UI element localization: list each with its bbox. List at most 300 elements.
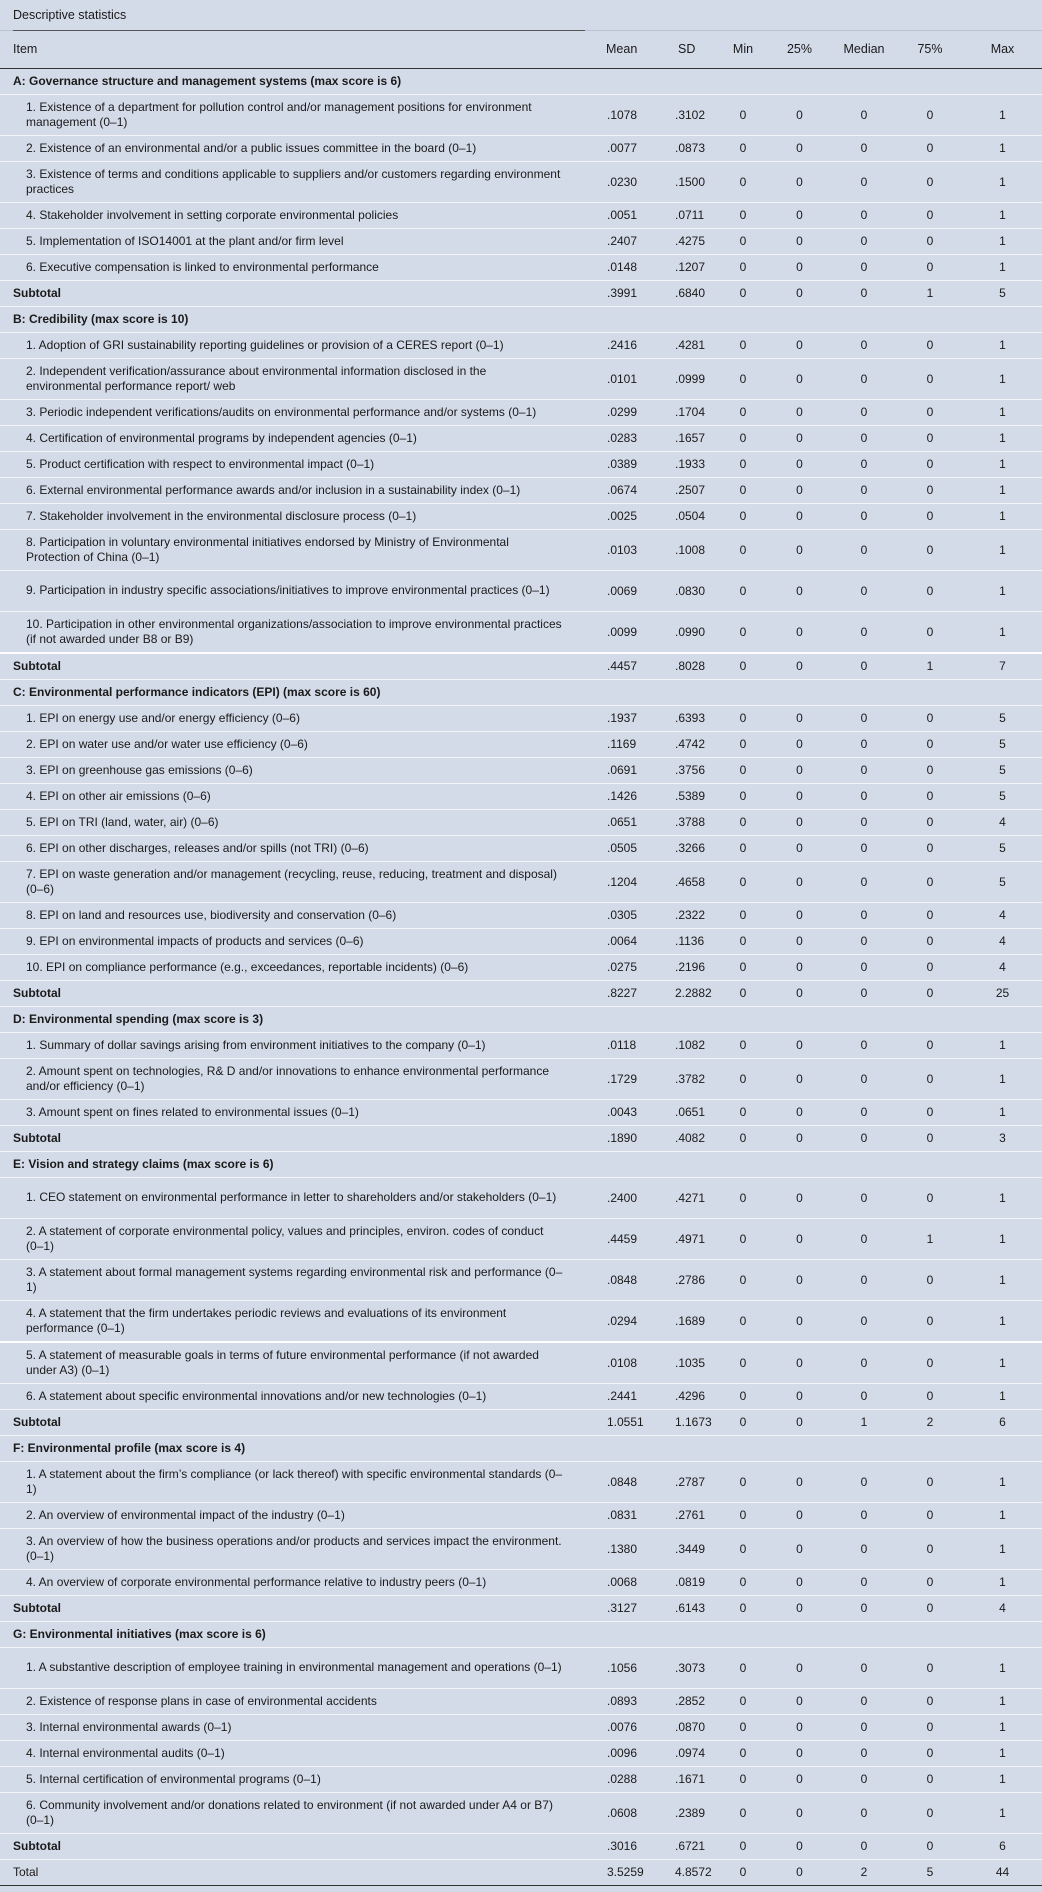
cell-min: 0 — [739, 1474, 747, 1489]
cell-mean: .0148 — [607, 260, 638, 274]
cell-median: 0 — [860, 234, 868, 248]
cell-max: 1 — [999, 1508, 1006, 1522]
item-label: 5. Implementation of ISO14001 at the plant and/or firm level — [26, 233, 344, 248]
table-row — [0, 529, 1042, 570]
cell-median: 0 — [860, 711, 868, 725]
cell-sd: .3266 — [675, 841, 706, 855]
cell-sd: .4742 — [675, 737, 706, 751]
cell-min: 0 — [739, 208, 747, 222]
cell-sd: .5389 — [675, 789, 706, 803]
cell-max: 44 — [995, 1865, 1010, 1879]
cell-p75: 0 — [926, 986, 934, 1000]
section-header-row — [0, 306, 1042, 332]
header-min: Min — [732, 42, 754, 57]
cell-p25: 0 — [796, 1575, 803, 1589]
subtotal-row — [0, 1409, 1042, 1435]
item-label: 3. Periodic independent verifications/audits on environmental performance and/or systems (0–1) — [26, 404, 537, 419]
cell-sd: .6721 — [675, 1839, 706, 1853]
cell-mean: .0108 — [607, 1355, 638, 1370]
cell-p75: 0 — [926, 960, 934, 974]
cell-p25: 0 — [796, 711, 803, 725]
cell-p75: 0 — [926, 737, 934, 751]
item-label: 2. Amount spent on technologies, R& D and/or innovations to enhance environmental performance and/or efficiency (0–1) — [26, 1063, 549, 1093]
cell-p75: 0 — [926, 1105, 934, 1119]
item-label: 3. Internal environmental awards (0–1) — [26, 1719, 232, 1734]
item-label: 1. EPI on energy use and/or energy efficiency (0–6) — [26, 710, 300, 725]
cell-p25: 0 — [796, 960, 803, 974]
cell-min: 0 — [739, 1071, 747, 1086]
cell-sd: .0870 — [675, 1720, 706, 1734]
cell-sd: .1704 — [675, 405, 706, 419]
cell-p75: 0 — [926, 874, 934, 889]
cell-median: 0 — [860, 1694, 868, 1708]
cell-p25: 0 — [796, 934, 803, 948]
table-row — [0, 783, 1042, 809]
cell-sd: .2389 — [675, 1805, 706, 1820]
cell-mean: .1056 — [607, 1660, 638, 1675]
cell-median: 0 — [860, 1231, 868, 1246]
cell-p25: 0 — [796, 1231, 803, 1246]
cell-p25: 0 — [796, 431, 803, 445]
cell-mean: .8227 — [607, 986, 638, 1000]
cell-p75: 0 — [926, 338, 934, 352]
item-label: 3. Amount spent on fines related to environmental issues (0–1) — [26, 1104, 359, 1119]
cell-median: 0 — [860, 815, 868, 829]
cell-mean: .0051 — [607, 208, 638, 222]
section-title: A: Governance structure and management systems (max score is 6) — [13, 74, 402, 88]
cell-min: 0 — [739, 1038, 747, 1052]
cell-mean: .0230 — [607, 174, 638, 189]
cell-max: 1 — [999, 260, 1006, 274]
cell-median: 0 — [860, 1575, 868, 1589]
cell-max: 1 — [999, 583, 1006, 598]
cell-p25: 0 — [796, 1389, 803, 1403]
table-row — [0, 1766, 1042, 1792]
cell-median: 0 — [860, 174, 868, 189]
cell-max: 7 — [999, 659, 1006, 673]
header-item: Item — [13, 42, 38, 57]
cell-p25: 0 — [796, 624, 803, 639]
table-row — [0, 1383, 1042, 1409]
cell-min: 0 — [739, 1746, 747, 1760]
item-label: 1. CEO statement on environmental performance in letter to shareholders and/or stakeholders (0–1) — [26, 1190, 557, 1204]
cell-sd: .1207 — [675, 260, 706, 274]
header-sd: SD — [678, 42, 696, 57]
cell-min: 0 — [739, 1313, 747, 1328]
cell-max: 5 — [999, 789, 1006, 803]
cell-p75: 0 — [926, 1131, 934, 1145]
item-label: 3. EPI on greenhouse gas emissions (0–6) — [26, 762, 253, 777]
cell-max: 1 — [999, 1474, 1006, 1489]
cell-max: 1 — [999, 1190, 1006, 1205]
cell-p75: 0 — [926, 934, 934, 948]
cell-p25: 0 — [796, 260, 803, 274]
table-row — [0, 731, 1042, 757]
table-row — [0, 451, 1042, 477]
table-row — [0, 254, 1042, 280]
cell-sd: .0504 — [675, 509, 706, 523]
cell-median: 0 — [860, 509, 868, 523]
cell-max: 1 — [999, 431, 1006, 445]
table-row — [0, 1099, 1042, 1125]
cell-p25: 0 — [796, 1415, 803, 1429]
cell-sd: .1082 — [675, 1038, 706, 1052]
table-row — [0, 503, 1042, 529]
cell-median: 0 — [860, 1839, 868, 1853]
cell-p75: 0 — [926, 431, 934, 445]
cell-p75: 0 — [926, 1660, 934, 1675]
subtotal-row — [0, 1595, 1042, 1621]
item-label: 8. EPI on land and resources use, biodiversity and conservation (0–6) — [26, 907, 397, 922]
cell-sd: .6393 — [675, 711, 706, 725]
cell-sd: .2322 — [675, 908, 706, 922]
cell-min: 0 — [739, 405, 747, 419]
cell-min: 0 — [739, 1415, 747, 1429]
table-row — [0, 1647, 1042, 1688]
cell-sd: .0990 — [675, 624, 706, 639]
cell-mean: 3.5259 — [607, 1865, 644, 1879]
cell-sd: .4281 — [675, 338, 706, 352]
cell-median: 0 — [860, 624, 868, 639]
cell-max: 1 — [999, 1355, 1006, 1370]
cell-min: 0 — [739, 1190, 747, 1205]
cell-sd: .1689 — [675, 1313, 706, 1328]
item-label: Subtotal — [13, 1839, 61, 1853]
item-label: 2. Existence of an environmental and/or a public issues committee in the board (0–1) — [26, 140, 477, 155]
cell-median: 0 — [860, 286, 868, 300]
cell-min: 0 — [739, 1694, 747, 1708]
cell-min: 0 — [739, 1231, 747, 1246]
cell-median: 0 — [860, 1105, 868, 1119]
table-row — [0, 1218, 1042, 1259]
section-header-row — [0, 1151, 1042, 1177]
cell-max: 3 — [999, 1131, 1006, 1145]
cell-p25: 0 — [796, 1355, 803, 1370]
cell-p75: 0 — [926, 1772, 934, 1786]
cell-sd: .4658 — [675, 874, 706, 889]
cell-max: 1 — [999, 1694, 1006, 1708]
cell-sd: .3756 — [675, 763, 706, 777]
cell-median: 0 — [860, 107, 868, 122]
item-label: 1. Adoption of GRI sustainability reporting guidelines or provision of a CERES report (0–1) — [26, 337, 504, 352]
table-row — [0, 1300, 1042, 1342]
cell-p75: 0 — [926, 1541, 934, 1556]
cell-median: 0 — [860, 260, 868, 274]
cell-median: 0 — [860, 1541, 868, 1556]
cell-mean: .0103 — [607, 542, 638, 557]
cell-min: 0 — [739, 815, 747, 829]
cell-max: 1 — [999, 457, 1006, 471]
cell-sd: .2852 — [675, 1694, 706, 1708]
cell-p75: 0 — [926, 1474, 934, 1489]
cell-median: 0 — [860, 483, 868, 497]
cell-max: 5 — [999, 763, 1006, 777]
item-label: 6. A statement about specific environmental innovations and/or new technologies (0–1) — [26, 1388, 487, 1403]
cell-p25: 0 — [796, 789, 803, 803]
cell-mean: .0283 — [607, 431, 638, 445]
table-row — [0, 94, 1042, 135]
cell-max: 1 — [999, 405, 1006, 419]
cell-max: 6 — [999, 1839, 1006, 1853]
cell-median: 0 — [860, 1389, 868, 1403]
header-p75: 75% — [917, 42, 943, 57]
table-row — [0, 1528, 1042, 1569]
cell-sd: .0873 — [675, 141, 706, 155]
cell-sd: .2507 — [675, 483, 706, 497]
item-label: 8. Participation in voluntary environmental initiatives endorsed by Ministry of Environmental Protection of China (0–1) — [26, 534, 509, 564]
cell-p25: 0 — [796, 286, 803, 300]
cell-mean: .0691 — [607, 763, 638, 777]
cell-p25: 0 — [796, 659, 803, 673]
cell-mean: .0608 — [607, 1805, 638, 1820]
cell-median: 0 — [860, 1272, 868, 1287]
table-row — [0, 358, 1042, 399]
item-label: 6. EPI on other discharges, releases and/or spills (not TRI) (0–6) — [26, 840, 369, 855]
table-row — [0, 1502, 1042, 1528]
header-max: Max — [990, 42, 1015, 57]
cell-min: 0 — [739, 483, 747, 497]
item-label: 1. A substantive description of employee training in environmental management and operations (0–1) — [26, 1660, 562, 1674]
cell-p75: 0 — [926, 583, 934, 598]
cell-sd: .4082 — [675, 1131, 706, 1145]
cell-sd: 1.1673 — [675, 1415, 712, 1429]
item-label: 3. An overview of how the business operations and/or products and services impact the environment. (0–1) — [26, 1533, 562, 1563]
cell-median: 2 — [860, 1865, 868, 1879]
cell-mean: .0275 — [607, 960, 638, 974]
cell-max: 4 — [999, 934, 1006, 948]
cell-mean: .0101 — [607, 371, 638, 386]
cell-median: 0 — [860, 405, 868, 419]
cell-p75: 0 — [926, 457, 934, 471]
cell-max: 1 — [999, 1105, 1006, 1119]
cell-sd: .0999 — [675, 371, 706, 386]
cell-p25: 0 — [796, 405, 803, 419]
cell-median: 0 — [860, 208, 868, 222]
cell-p25: 0 — [796, 371, 803, 386]
cell-max: 1 — [999, 234, 1006, 248]
cell-min: 0 — [739, 234, 747, 248]
cell-p75: 1 — [926, 1231, 934, 1246]
cell-p75: 0 — [926, 1746, 934, 1760]
cell-max: 1 — [999, 1720, 1006, 1734]
cell-p25: 0 — [796, 1541, 803, 1556]
table-row — [0, 1688, 1042, 1714]
item-label: 1. Summary of dollar savings arising from environment initiatives to the company (0–1) — [26, 1037, 486, 1052]
header-mean: Mean — [606, 42, 638, 57]
section-header-row — [0, 1006, 1042, 1032]
header-row — [0, 31, 1042, 68]
cell-max: 25 — [995, 986, 1010, 1000]
cell-p75: 0 — [926, 107, 934, 122]
cell-p25: 0 — [796, 483, 803, 497]
cell-p75: 0 — [926, 371, 934, 386]
cell-mean: .1890 — [607, 1131, 638, 1145]
item-label: 10. EPI on compliance performance (e.g., exceedances, reportable incidents) (0–6) — [26, 959, 469, 974]
cell-p25: 0 — [796, 1071, 803, 1086]
cell-max: 4 — [999, 960, 1006, 974]
item-label: 5. EPI on TRI (land, water, air) (0–6) — [26, 814, 219, 829]
cell-sd: .1035 — [675, 1355, 706, 1370]
cell-min: 0 — [739, 1355, 747, 1370]
descriptive-statistics-table — [0, 31, 1042, 1886]
cell-mean: .0118 — [607, 1038, 637, 1052]
cell-p75: 0 — [926, 624, 934, 639]
cell-median: 0 — [860, 457, 868, 471]
cell-p75: 2 — [926, 1415, 934, 1429]
table-row — [0, 1714, 1042, 1740]
cell-mean: .4459 — [607, 1231, 638, 1246]
cell-p25: 0 — [796, 815, 803, 829]
cell-min: 0 — [739, 1508, 747, 1522]
cell-mean: .0299 — [607, 405, 638, 419]
cell-min: 0 — [739, 874, 747, 889]
item-label: 1. A statement about the firm’s compliance (or lack thereof) with specific environmental standards (0–1) — [26, 1466, 563, 1496]
cell-median: 0 — [860, 960, 868, 974]
cell-p25: 0 — [796, 737, 803, 751]
item-label: Subtotal — [13, 1415, 61, 1429]
cell-min: 0 — [739, 1720, 747, 1734]
table-row — [0, 399, 1042, 425]
cell-sd: .2761 — [675, 1508, 706, 1522]
cell-mean: .1937 — [607, 711, 638, 725]
item-label: 2. An overview of environmental impact of the industry (0–1) — [26, 1507, 345, 1522]
cell-min: 0 — [739, 934, 747, 948]
cell-min: 0 — [739, 286, 747, 300]
cell-mean: .1380 — [607, 1541, 638, 1556]
table-header — [0, 31, 1042, 68]
item-label: 7. EPI on waste generation and/or management (recycling, reuse, reducing, treatment and disposal) (0–6) — [26, 866, 557, 896]
cell-min: 0 — [739, 908, 747, 922]
table-row — [0, 1177, 1042, 1218]
cell-mean: .0831 — [607, 1508, 638, 1522]
header-p25: 25% — [786, 42, 813, 57]
cell-p25: 0 — [796, 1272, 803, 1287]
item-label: 2. Existence of response plans in case of environmental accidents — [26, 1693, 377, 1708]
cell-median: 0 — [860, 1508, 868, 1522]
cell-min: 0 — [739, 542, 747, 557]
cell-sd: .4296 — [675, 1389, 706, 1403]
cell-mean: 1.0551 — [607, 1415, 644, 1429]
cell-min: 0 — [739, 960, 747, 974]
cell-p25: 0 — [796, 1865, 803, 1879]
table-row — [0, 861, 1042, 902]
cell-sd: .6840 — [675, 286, 706, 300]
cell-mean: .2400 — [607, 1190, 638, 1205]
cell-min: 0 — [739, 986, 747, 1000]
cell-p75: 0 — [926, 1720, 934, 1734]
cell-min: 0 — [739, 338, 747, 352]
table-row — [0, 161, 1042, 202]
cell-median: 0 — [860, 371, 868, 386]
cell-mean: .0069 — [607, 583, 638, 598]
cell-p25: 0 — [796, 1131, 803, 1145]
item-label: 6. Community involvement and/or donations related to environment (if not awarded under A4 or B7) (0–1) — [26, 1797, 553, 1827]
cell-mean: .1169 — [607, 737, 637, 751]
cell-min: 0 — [739, 1772, 747, 1786]
cell-max: 5 — [999, 841, 1006, 855]
section-title: G: Environmental initiatives (max score is 6) — [13, 1627, 266, 1641]
table-row — [0, 135, 1042, 161]
cell-min: 0 — [739, 1839, 747, 1853]
cell-p25: 0 — [796, 1601, 803, 1615]
cell-median: 1 — [860, 1415, 868, 1429]
cell-p75: 0 — [926, 1601, 934, 1615]
cell-p75: 0 — [926, 1190, 934, 1205]
cell-max: 1 — [999, 1038, 1006, 1052]
cell-max: 1 — [999, 1313, 1006, 1328]
cell-p75: 0 — [926, 405, 934, 419]
table-row — [0, 809, 1042, 835]
item-label: 4. A statement that the firm undertakes periodic reviews and evaluations of its environment performance (0–1) — [26, 1305, 507, 1335]
cell-p25: 0 — [796, 509, 803, 523]
cell-mean: .3127 — [607, 1601, 638, 1615]
cell-min: 0 — [739, 737, 747, 751]
cell-sd: .3073 — [675, 1660, 706, 1675]
cell-p25: 0 — [796, 908, 803, 922]
section-title: C: Environmental performance indicators (EPI) (max score is 60) — [13, 685, 381, 699]
cell-p25: 0 — [796, 841, 803, 855]
cell-p25: 0 — [796, 338, 803, 352]
table-row — [0, 1461, 1042, 1502]
cell-p75: 5 — [926, 1865, 934, 1879]
table-row — [0, 1342, 1042, 1384]
item-label: 4. Internal environmental audits (0–1) — [26, 1745, 225, 1760]
cell-sd: .4271 — [675, 1190, 706, 1205]
cell-max: 1 — [999, 338, 1006, 352]
cell-p75: 0 — [926, 908, 934, 922]
cell-sd: .6143 — [675, 1601, 706, 1615]
table-row — [0, 954, 1042, 980]
table-caption-row — [0, 0, 1042, 31]
item-label: 6. Executive compensation is linked to environmental performance — [26, 259, 379, 274]
cell-p25: 0 — [796, 583, 803, 598]
table-row — [0, 1032, 1042, 1058]
cell-min: 0 — [739, 457, 747, 471]
cell-min: 0 — [739, 107, 747, 122]
cell-min: 0 — [739, 583, 747, 598]
cell-max: 1 — [999, 1541, 1006, 1556]
table-row — [0, 228, 1042, 254]
cell-max: 5 — [999, 711, 1006, 725]
cell-sd: .1671 — [675, 1772, 706, 1786]
cell-max: 1 — [999, 141, 1006, 155]
cell-median: 0 — [860, 1660, 868, 1675]
item-label: 9. EPI on environmental impacts of products and services (0–6) — [26, 933, 364, 948]
item-label: 5. Product certification with respect to environmental impact (0–1) — [26, 456, 375, 471]
cell-median: 0 — [860, 874, 868, 889]
cell-median: 0 — [860, 1131, 868, 1145]
cell-sd: .1008 — [675, 542, 706, 557]
cell-max: 1 — [999, 1746, 1006, 1760]
item-label: 4. An overview of corporate environmental performance relative to industry peers (0–1) — [26, 1574, 487, 1589]
cell-sd: .2196 — [675, 960, 706, 974]
cell-max: 1 — [999, 1805, 1006, 1820]
subtotal-row — [0, 1125, 1042, 1151]
cell-mean: .0674 — [607, 483, 638, 497]
cell-mean: .0505 — [607, 841, 638, 855]
cell-max: 1 — [999, 509, 1006, 523]
cell-sd: .4275 — [675, 234, 706, 248]
cell-mean: .1078 — [607, 107, 638, 122]
cell-max: 1 — [999, 208, 1006, 222]
item-label: 4. Stakeholder involvement in setting corporate environmental policies — [26, 207, 399, 222]
cell-min: 0 — [739, 1105, 747, 1119]
cell-p75: 0 — [926, 234, 934, 248]
cell-mean: .0294 — [607, 1313, 638, 1328]
cell-median: 0 — [860, 141, 868, 155]
cell-median: 0 — [860, 737, 868, 751]
cell-min: 0 — [739, 1805, 747, 1820]
